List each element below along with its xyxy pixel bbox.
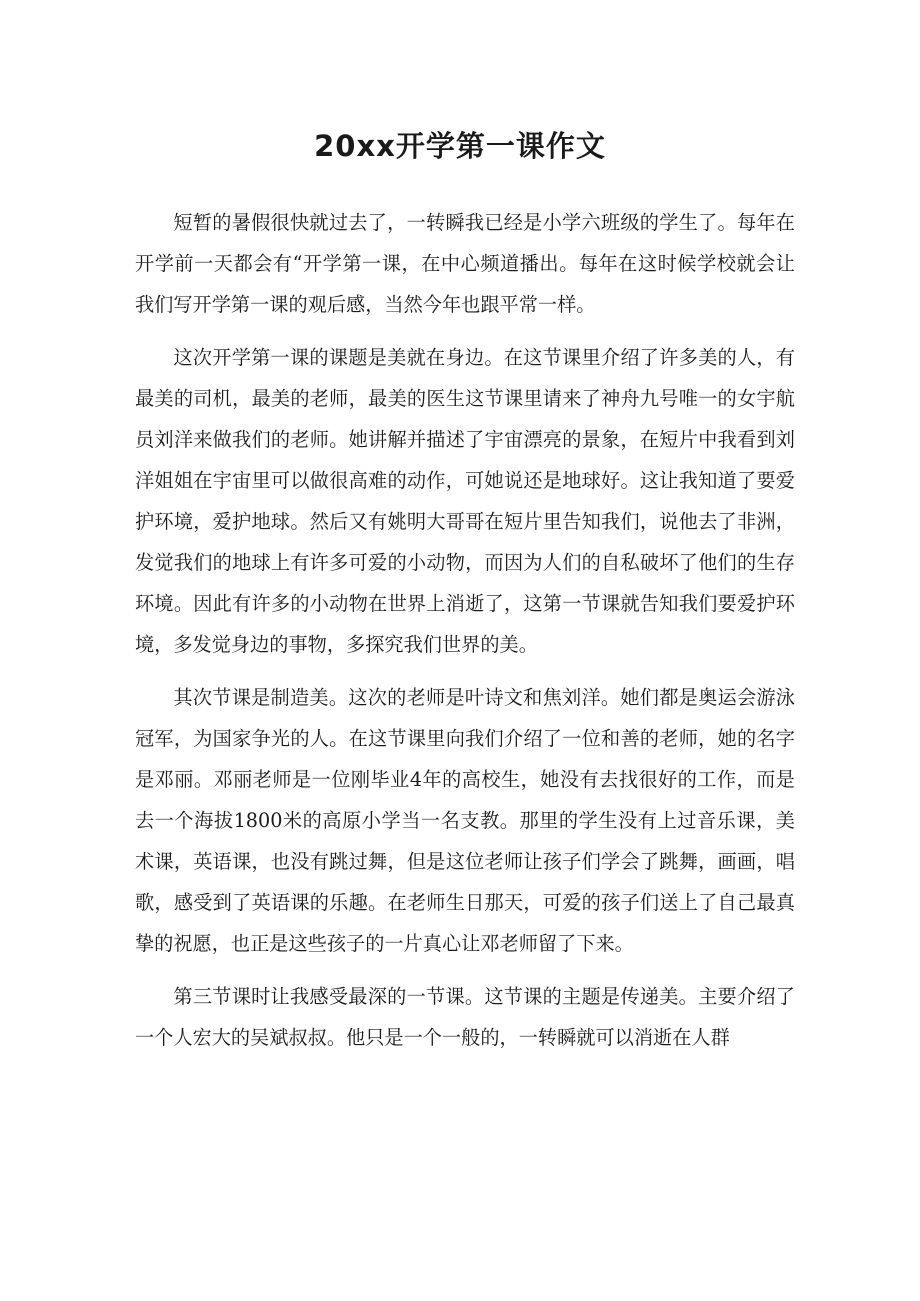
document-body bbox=[135, 202, 795, 1058]
paragraph-3: 其次节课是制造美。这次的老师是叶诗文和焦刘洋。她们都是奥运会游泳冠军，为国家争光的人。在这节课里向我们介绍了一位和善的老师，她的名字是邓丽。邓丽老师是一位刚毕业4年的高校生，她没有去找很好的工作，而是去一个海拔1800米的高原小学当一名支教。那里的学生没有上过音乐课，美术课，英语课，也没有跳过舞，但是这位老师让孩子们学会了跳舞，画画，唱歌，感受到了英语课的乐趣。在老师生日那天，可爱的孩子们送上了自己最真挚的祝愿，也正是这些孩子的一片真心让邓老师留了下来。 bbox=[135, 686, 795, 955]
paragraph-1: 短暂的暑假很快就过去了，一转瞬我已经是小学六班级的学生了。每年在开学前一天都会有“开学第一课，在中心频道播出。每年在这时候学校就会让我们写开学第一课的观后感，当然今年也跟平常一样。 bbox=[135, 211, 795, 316]
paragraph-2: 这次开学第一课的课题是美就在身边。在这节课里介绍了许多美的人，有最美的司机，最美的老师，最美的医生这节课里请来了神舟九号唯一的女宇航员刘洋来做我们的老师。她讲解并描述了宇宙漂亮的景象，在短片中我看到刘洋姐姐在宇宙里可以做很高难的动作，可她说还是地球好。这让我知道了要爱护环境，爱护地球。然后又有姚明大哥哥在短片里告知我们，说他去了非洲，发觉我们的地球上有许多可爱的小动物，而因为人们的自私破坏了他们的生存环境。因此有许多的小动物在世界上消逝了，这第一节课就告知我们要爱护环境，多发觉身边的事物，多探究我们世界的美。 bbox=[135, 346, 795, 656]
document-title: 20xx开学第一课作文 bbox=[314, 129, 606, 163]
paragraph-4: 第三节课时让我感受最深的一节课。这节课的主题是传递美。主要介绍了一个人宏大的吴斌叔叔。他只是一个一般的，一转瞬就可以消逝在人群 bbox=[135, 985, 795, 1049]
